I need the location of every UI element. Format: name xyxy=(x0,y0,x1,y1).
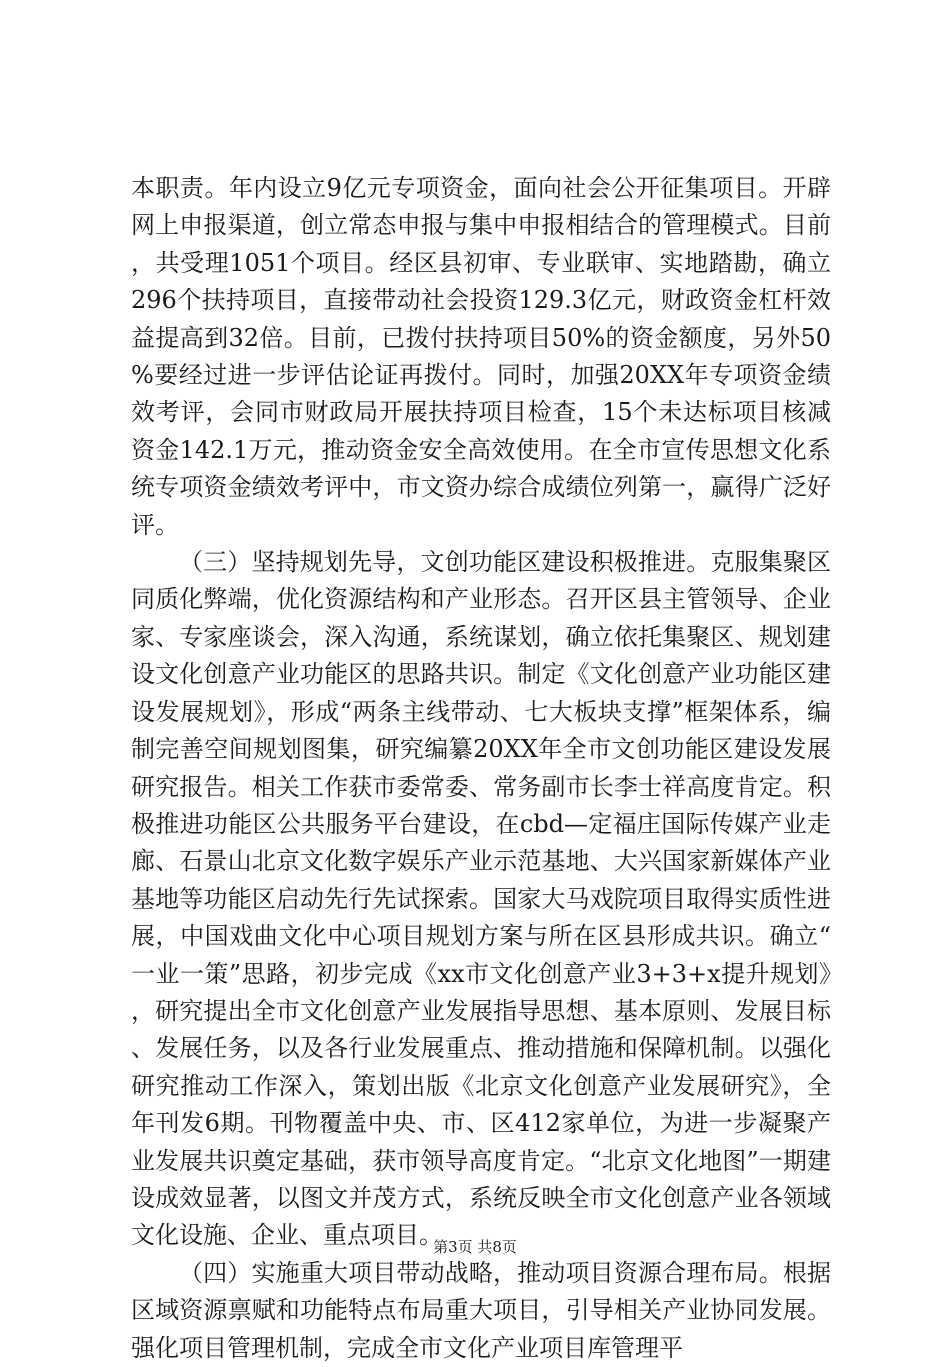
paragraph-planning: （三）坚持规划先导，文创功能区建设积极推进。克服集聚区同质化弊端，优化资源结构和产业形态。召开区县主管领导、企业家、专家座谈会，深入沟通，系统谋划，确立依托集聚区、规划建设文化创意产业功能区的思路共识。制定《文化创意产业功能区建设发展规划》，形成“两条主线带动、七大板块支撑”框架体系，编制完善空间规划图集，研究编纂20XX年全市文创功能区建设发展研究报告。相关工作获市委常委、常务副市长李士祥高度肯定。积极推进功能区公共服务平台建设，在cbd—定福庄国际传媒产业走廊、石景山北京文化数字娱乐产业示范基地、大兴国家新媒体产业基地等功能区启动先行先试探索。国家大马戏院项目取得实质性进展，中国戏曲文化中心项目规划方案与所在区县形成共识。确立“一业一策”思路，初步完成《xx市文化创意产业3+3+x提升规划》，研究提出全市文化创意产业发展指导思想、基本原则、发展目标、发展任务，以及各行业发展重点、推动措施和保障机制。以强化研究推动工作深入，策划出版《北京文化创意产业发展研究》，全年刊发6期。刊物覆盖中央、市、区412家单位，为进一步凝聚产业发展共识奠定基础，获市领导高度肯定。“北京文化地图”一期建设成效显著，以图文并茂方式，系统反映全市文化创意产业各领域文化设施、企业、重点项目。 xyxy=(131,548,831,1250)
page-number-footer: 第3页 共8页 xyxy=(433,1238,517,1256)
document-body xyxy=(131,170,831,1367)
paragraph-funding: 本职责。年内设立9亿元专项资金，面向社会公开征集项目。开辟网上申报渠道，创立常态申报与集中申报相结合的管理模式。目前，共受理1051个项目。经区县初审、专业联审、实地踏勘，确立296个扶持项目，直接带动社会投资129.3亿元，财政资金杠杆效益提高到32倍。目前，已拨付扶持项目50%的资金额度，另外50%要经过进一步评估论证再拨付。同时，加强20XX年专项资金绩效考评，会同市财政局开展扶持项目检查，15个未达标项目核减资金142.1万元，推动资金安全高效使用。在全市宣传思想文化系统专项资金绩效考评中，市文资办综合成绩位列第一，赢得广泛好评。 xyxy=(131,174,831,539)
paragraph-major-projects: （四）实施重大项目带动战略，推动项目资源合理布局。根据区域资源禀赋和功能特点布局重大项目，引导相关产业协同发展。强化项目管理机制，完成全市文化产业项目库管理平 xyxy=(131,1258,831,1362)
